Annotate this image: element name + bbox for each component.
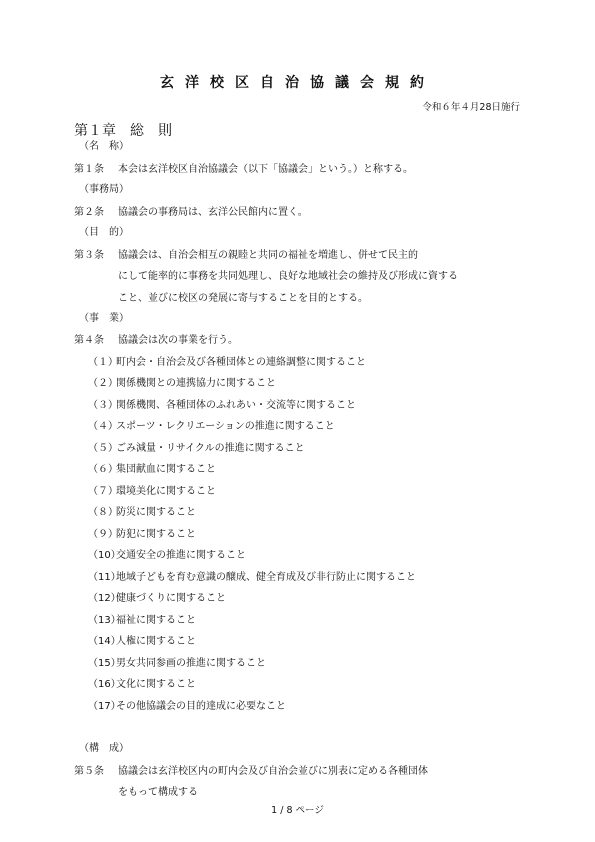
item-text: スポーツ・レクリエーションの推進に関すること — [116, 421, 335, 432]
list-item — [88, 506, 196, 520]
item-text: 福祉に関すること — [116, 615, 196, 626]
item-text: 防犯に関すること — [116, 529, 196, 540]
item-text: 防災に関すること — [116, 507, 196, 518]
item-number: （13） — [88, 615, 121, 626]
item-text: その他協議会の目的達成に必要なこと — [116, 701, 286, 712]
item-number: （５） — [88, 443, 118, 454]
item-number: （８） — [88, 507, 118, 518]
article-text-continued: をもって構成する — [118, 787, 198, 798]
item-number: （11） — [88, 572, 121, 583]
document-title: 玄洋校区自治協議会規約 — [160, 75, 435, 91]
list-item — [88, 571, 416, 585]
article-text: 本会は玄洋校区自治協議会（以下「協議会」という。）と称する。 — [118, 164, 413, 175]
list-item — [88, 614, 196, 628]
article-4 — [74, 334, 238, 348]
item-text: 文化に関すること — [116, 679, 196, 690]
list-item — [88, 463, 216, 477]
article-3 — [74, 249, 418, 263]
item-text: 集団献血に関すること — [116, 464, 216, 475]
item-text: 人権に関すること — [116, 636, 196, 647]
item-text: 関係機関、各種団体のふれあい・交流等に関すること — [116, 400, 356, 411]
item-number: （14） — [88, 636, 121, 647]
article-1 — [74, 163, 413, 177]
article-text-continued: こと、並びに校区の発展に寄与することを目的とする。 — [118, 293, 368, 304]
article-text: 協議会は、自治会相互の親睦と共同の福祉を増進し、併せて民主的 — [118, 250, 418, 261]
list-item — [88, 700, 286, 714]
list-item — [88, 377, 276, 391]
item-number: （４） — [88, 421, 118, 432]
article-text: 協議会の事務局は、玄洋公民館内に置く。 — [118, 207, 308, 218]
item-text: 男女共同参画の推進に関すること — [116, 658, 266, 669]
item-number: （17） — [88, 701, 121, 712]
article-number: 第１条 — [74, 164, 104, 175]
section-heading: （事 業） — [79, 313, 129, 324]
list-item — [88, 635, 196, 649]
article-text: 協議会は玄洋校区内の町内会及び自治会並びに別表に定める各種団体 — [118, 766, 428, 777]
item-number: （１） — [88, 357, 118, 368]
item-text: 環境美化に関すること — [116, 486, 216, 497]
item-text: 健康づくりに関すること — [116, 593, 226, 604]
article-text-continued: にして能率的に事務を共同処理し、良好な地域社会の維持及び形成に資する — [118, 271, 458, 282]
section-heading: （構 成） — [79, 743, 129, 754]
item-text: 関係機関との連携協力に関すること — [116, 378, 276, 389]
page-number: 1 / 8 ページ — [271, 805, 324, 816]
article-text: 協議会は次の事業を行う。 — [118, 335, 238, 346]
item-text: 地域子どもを育む意識の醸成、健全育成及び非行防止に関すること — [116, 572, 416, 583]
list-item — [88, 485, 216, 499]
item-number: （９） — [88, 529, 118, 540]
item-number: （16） — [88, 679, 121, 690]
list-item — [88, 442, 305, 456]
list-item — [88, 657, 266, 671]
article-number: 第５条 — [74, 766, 104, 777]
effective-date: 令和６年４月28日施行 — [422, 102, 520, 113]
article-number: 第２条 — [74, 207, 104, 218]
article-number: 第４条 — [74, 335, 104, 346]
list-item — [88, 399, 356, 413]
item-number: （２） — [88, 378, 118, 389]
item-number: （６） — [88, 464, 118, 475]
item-number: （12） — [88, 593, 121, 604]
chapter-name: 総 則 — [130, 123, 172, 139]
item-number: （15） — [88, 658, 121, 669]
item-number: （10） — [88, 550, 121, 561]
article-number: 第３条 — [74, 250, 104, 261]
chapter-heading — [74, 120, 172, 140]
list-item — [88, 592, 226, 606]
item-number: （７） — [88, 486, 118, 497]
item-text: ごみ減量・リサイクルの推進に関すること — [116, 443, 305, 454]
article-5 — [74, 765, 428, 779]
item-text: 町内会・自治会及び各種団体との連絡調整に関すること — [116, 357, 366, 368]
list-item — [88, 549, 246, 563]
list-item — [88, 678, 196, 692]
section-heading: （名 称） — [79, 141, 129, 152]
section-heading: （事務局） — [79, 184, 129, 195]
list-item — [88, 528, 196, 542]
list-item — [88, 420, 335, 434]
chapter-number: 第１章 — [74, 123, 116, 139]
list-item — [88, 356, 366, 370]
section-heading: （目 的） — [79, 227, 129, 238]
article-2 — [74, 206, 308, 220]
item-text: 交通安全の推進に関すること — [116, 550, 246, 561]
item-number: （３） — [88, 400, 118, 411]
